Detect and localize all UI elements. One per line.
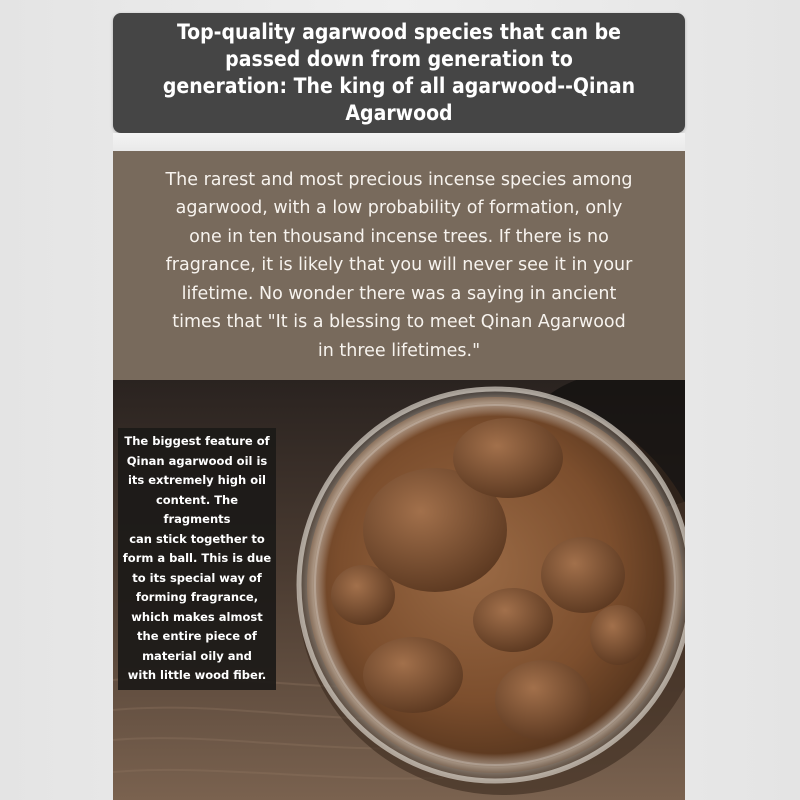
- title-line-1: Top-quality agarwood species that can be: [177, 20, 621, 44]
- page-title: [119, 19, 679, 127]
- description-line: The rarest and most precious incense species among: [165, 169, 633, 190]
- feature-callout: [118, 428, 276, 690]
- feature-line: forming fragrance,: [135, 590, 259, 605]
- title-banner: [113, 13, 685, 133]
- feature-line: the entire piece of: [137, 629, 257, 644]
- feature-line: which makes almost: [131, 609, 263, 624]
- feature-line: Qinan agarwood oil is: [126, 453, 268, 468]
- description-line: in three lifetimes.": [317, 340, 481, 361]
- feature-line: its extremely high oil: [127, 473, 267, 488]
- feature-line: with little wood fiber.: [127, 668, 267, 683]
- description-panel: [113, 151, 685, 380]
- description-line: times that "It is a blessing to meet Qinan Agarwood: [172, 312, 626, 333]
- description-line: agarwood, with a low probability of formation, only: [175, 198, 623, 219]
- description-line: one in ten thousand incense trees. If there is no: [189, 226, 609, 247]
- title-line-3: generation: The king of all agarwood--Qinan Agarwood: [162, 74, 636, 125]
- divider-strip: [113, 133, 685, 151]
- feature-line: content. The fragments: [155, 492, 239, 527]
- description-text: [129, 166, 669, 366]
- feature-line: form a ball. This is due: [122, 551, 272, 566]
- feature-line: material oily and: [142, 648, 252, 663]
- title-line-2: passed down from generation to: [225, 47, 573, 71]
- feature-line: to its special way of: [132, 570, 262, 585]
- description-line: lifetime. No wonder there was a saying in ancient: [181, 283, 617, 304]
- feature-text: [122, 432, 272, 686]
- description-line: fragrance, it is likely that you will never see it in your: [165, 255, 633, 276]
- feature-line: can stick together to: [129, 531, 265, 546]
- feature-line: The biggest feature of: [124, 434, 270, 449]
